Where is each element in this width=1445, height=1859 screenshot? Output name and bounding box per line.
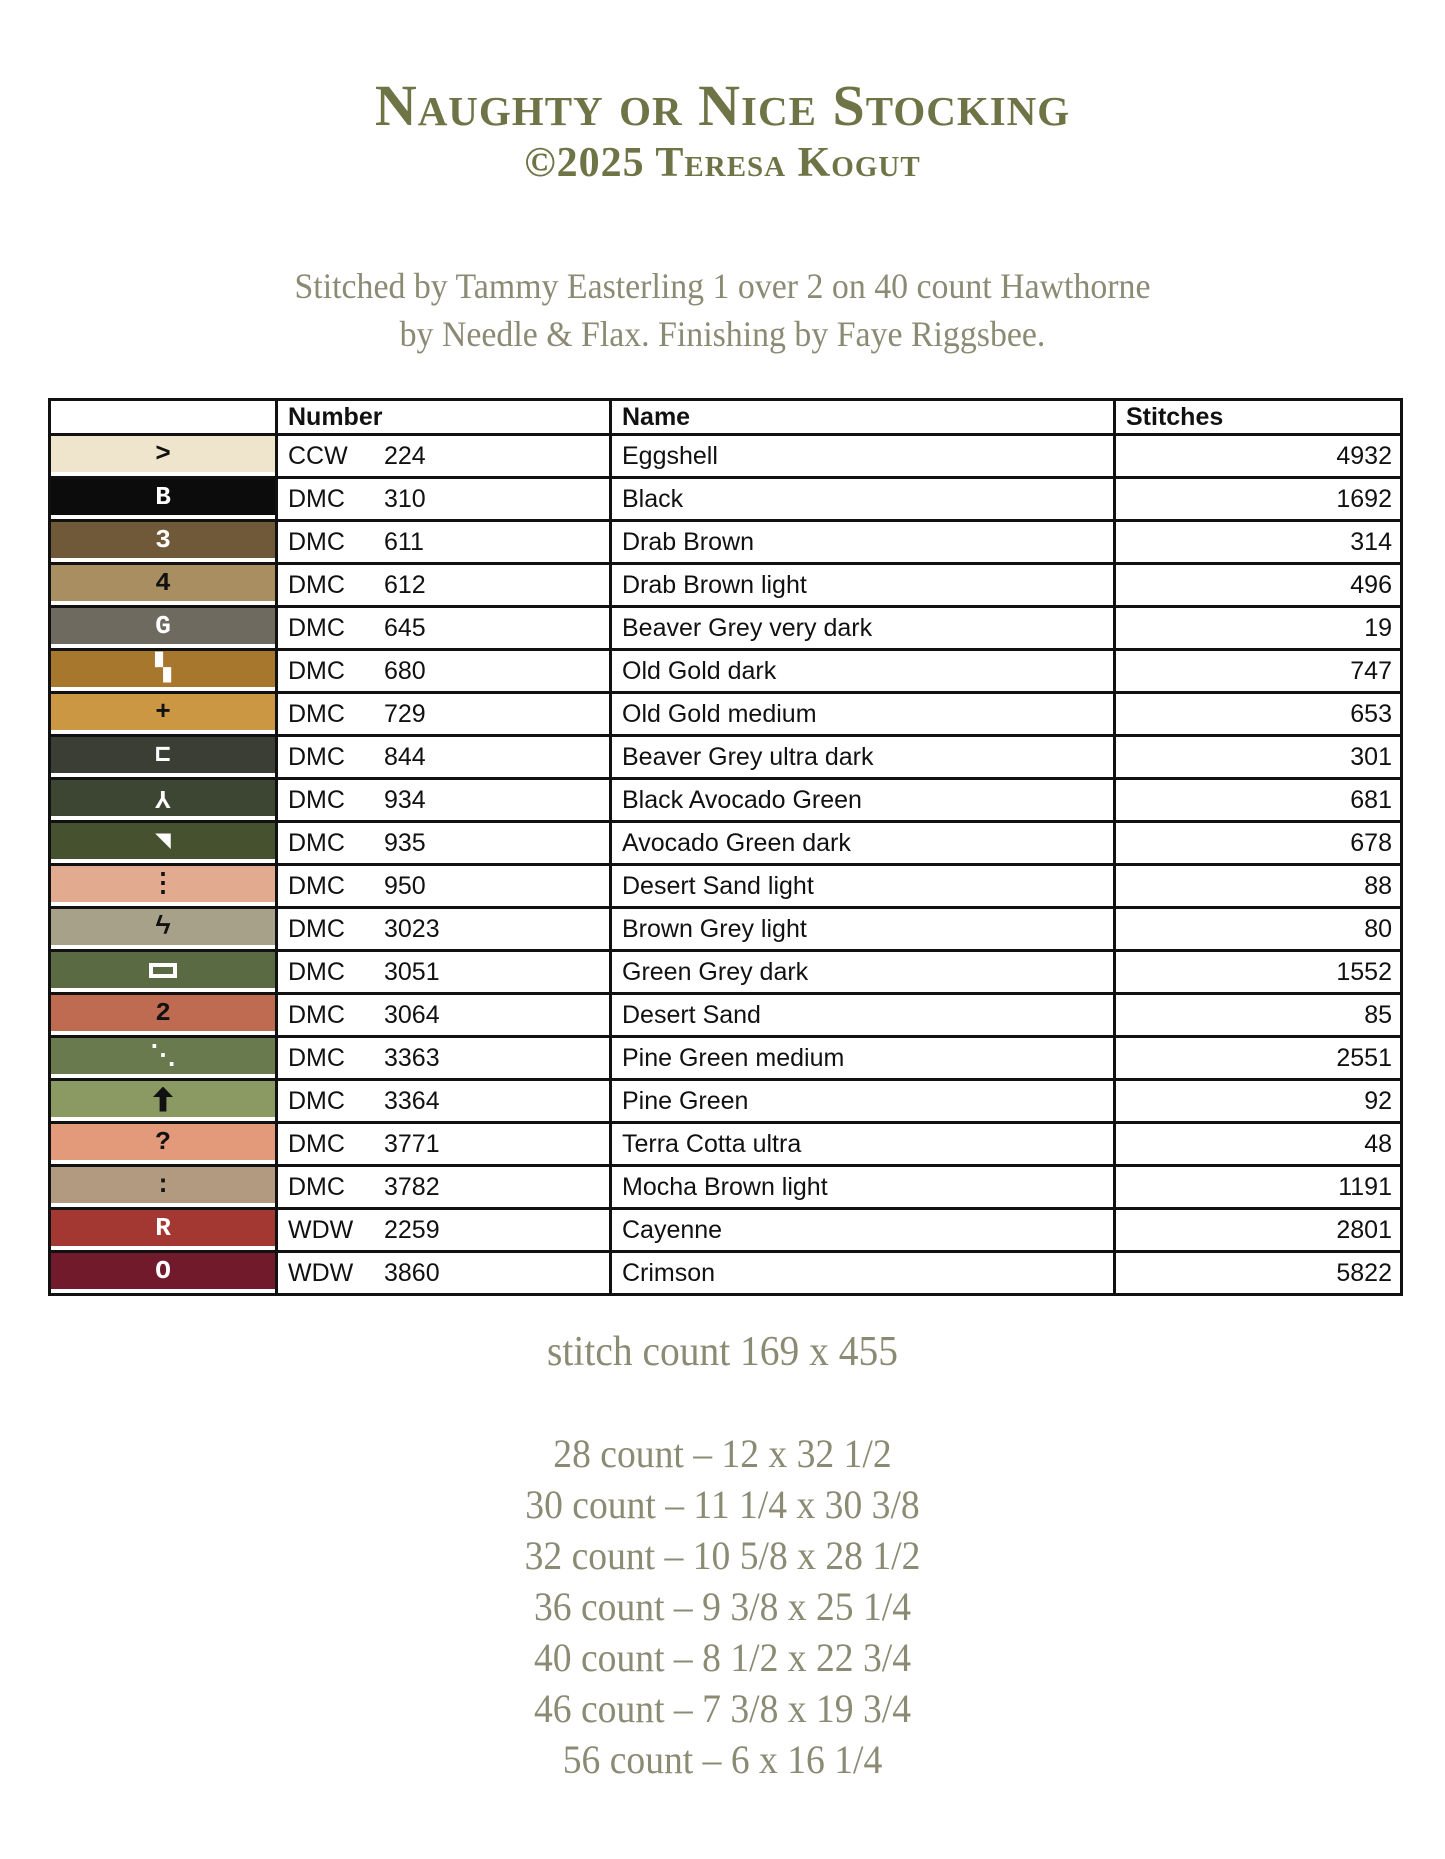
thread-number-cell: [277, 1209, 611, 1252]
page-title: Naughty or Nice Stocking: [374, 73, 1071, 138]
thread-code: 680: [384, 656, 426, 685]
table-row: [50, 1166, 1402, 1209]
thread-number-cell: [277, 1252, 611, 1295]
thread-name-cell: Pine Green medium: [611, 1037, 1115, 1080]
thread-brand: DMC: [288, 1043, 345, 1072]
stitch-count-cell: 85: [1115, 994, 1402, 1037]
thread-code: 2259: [384, 1215, 440, 1244]
size-line: 56 count – 6 x 16 1/4: [562, 1737, 883, 1782]
thread-name-cell: Old Gold medium: [611, 693, 1115, 736]
table-row: [50, 607, 1402, 650]
stitched-by-note: [43, 262, 1401, 358]
title-block: [0, 74, 1445, 188]
thread-name-cell: Beaver Grey very dark: [611, 607, 1115, 650]
thread-number-cell: [277, 865, 611, 908]
size-line: 40 count – 8 1/2 x 22 3/4: [533, 1635, 912, 1680]
stitched-by-line-1: Stitched by Tammy Easterling 1 over 2 on 40 count Hawthorne: [294, 266, 1151, 306]
thread-code: 3860: [384, 1258, 440, 1287]
size-line: 28 count – 12 x 32 1/2: [553, 1431, 892, 1476]
thread-number-cell: [277, 607, 611, 650]
color-swatch: [51, 1124, 275, 1160]
thread-name-cell: Eggshell: [611, 435, 1115, 478]
color-swatch-cell: [50, 521, 277, 564]
letter-r-icon: R: [155, 1213, 171, 1243]
thread-code: 935: [384, 828, 426, 857]
thread-brand: DMC: [288, 656, 345, 685]
plus-icon: +: [155, 697, 171, 727]
dotted-column-icon: ⋮: [150, 869, 176, 899]
color-swatch: [51, 1253, 275, 1289]
color-swatch: [51, 522, 275, 558]
stitch-count-cell: 2801: [1115, 1209, 1402, 1252]
column-header-stitches: Stitches: [1115, 400, 1402, 435]
square-bracket-icon: ⊏: [155, 740, 171, 770]
thread-name-cell: Drab Brown: [611, 521, 1115, 564]
thread-number-cell: [277, 908, 611, 951]
diagonal-dots-icon: ⋱: [150, 1041, 176, 1071]
column-header-name: Name: [611, 400, 1115, 435]
table-row: [50, 521, 1402, 564]
thread-code: 3363: [384, 1043, 440, 1072]
thread-name-cell: Desert Sand light: [611, 865, 1115, 908]
thread-brand: WDW: [288, 1215, 354, 1244]
color-swatch-cell: [50, 564, 277, 607]
color-swatch-cell: [50, 736, 277, 779]
color-swatch-cell: [50, 865, 277, 908]
size-line: 46 count – 7 3/8 x 19 3/4: [533, 1686, 912, 1731]
thread-number-cell: [277, 693, 611, 736]
greater-than-icon: >: [155, 439, 171, 469]
thread-code: 645: [384, 613, 426, 642]
color-swatch-cell: [50, 908, 277, 951]
table-row: [50, 951, 1402, 994]
thread-code: 3023: [384, 914, 440, 943]
thread-name-cell: Black Avocado Green: [611, 779, 1115, 822]
color-swatch: [51, 1210, 275, 1246]
thread-number-cell: [277, 1037, 611, 1080]
table-row: [50, 564, 1402, 607]
color-swatch: [51, 1038, 275, 1074]
thread-brand: DMC: [288, 1172, 345, 1201]
color-swatch-cell: [50, 1209, 277, 1252]
stitch-count-cell: 301: [1115, 736, 1402, 779]
color-swatch-cell: [50, 1080, 277, 1123]
thread-code: 3051: [384, 957, 440, 986]
two-squares-icon: ▚: [155, 654, 171, 684]
digit-3-icon: 3: [155, 525, 171, 555]
size-line: 32 count – 10 5/8 x 28 1/2: [524, 1533, 921, 1578]
stitch-count-cell: 653: [1115, 693, 1402, 736]
color-swatch-cell: [50, 822, 277, 865]
thread-code: 612: [384, 570, 426, 599]
column-header-number: Number: [277, 400, 611, 435]
thread-code: 3771: [384, 1129, 440, 1158]
color-swatch: [51, 823, 275, 859]
color-swatch: [51, 565, 275, 601]
thread-number-cell: [277, 1166, 611, 1209]
color-swatch: [51, 436, 275, 472]
table-row: [50, 865, 1402, 908]
thread-name-cell: Drab Brown light: [611, 564, 1115, 607]
thread-code: 3782: [384, 1172, 440, 1201]
color-swatch: [51, 694, 275, 730]
thread-name-cell: Brown Grey light: [611, 908, 1115, 951]
thread-number-cell: [277, 478, 611, 521]
color-swatch-cell: [50, 478, 277, 521]
thread-brand: DMC: [288, 785, 345, 814]
stitch-count-cell: 496: [1115, 564, 1402, 607]
thread-brand: DMC: [288, 1000, 345, 1029]
thread-name-cell: Beaver Grey ultra dark: [611, 736, 1115, 779]
thread-name-cell: Cayenne: [611, 1209, 1115, 1252]
digit-2-icon: 2: [155, 998, 171, 1028]
color-swatch-cell: [50, 1252, 277, 1295]
size-chart: [43, 1428, 1401, 1785]
thread-brand: DMC: [288, 742, 345, 771]
thread-code: 3064: [384, 1000, 440, 1029]
thread-code: 224: [384, 441, 426, 470]
thread-brand: DMC: [288, 699, 345, 728]
table-row: [50, 1123, 1402, 1166]
stitch-count-cell: 678: [1115, 822, 1402, 865]
column-header-swatch: [50, 400, 277, 435]
turned-y-icon: Y: [155, 783, 171, 813]
digit-4-icon: 4: [155, 568, 171, 598]
thread-code: 934: [384, 785, 426, 814]
thread-brand: DMC: [288, 1086, 345, 1115]
stitch-count-cell: 92: [1115, 1080, 1402, 1123]
table-row: [50, 822, 1402, 865]
letter-b-icon: B: [155, 482, 171, 512]
thread-name-cell: Pine Green: [611, 1080, 1115, 1123]
table-row: [50, 435, 1402, 478]
stitch-count-cell: 747: [1115, 650, 1402, 693]
stitch-count-cell: 1692: [1115, 478, 1402, 521]
letter-g-icon: G: [155, 611, 171, 641]
stitch-count-cell: 681: [1115, 779, 1402, 822]
arrow-up-icon: [153, 1087, 173, 1112]
thread-code: 3364: [384, 1086, 440, 1115]
color-swatch-cell: [50, 650, 277, 693]
thread-name-cell: Desert Sand: [611, 994, 1115, 1037]
color-swatch-cell: [50, 1166, 277, 1209]
color-swatch: [51, 995, 275, 1031]
thread-number-cell: [277, 779, 611, 822]
color-swatch: [51, 608, 275, 644]
color-swatch: [51, 780, 275, 816]
color-swatch: [51, 479, 275, 515]
stitch-count-cell: 2551: [1115, 1037, 1402, 1080]
color-key-table: [48, 398, 1403, 1296]
thread-brand: DMC: [288, 914, 345, 943]
copyright-line: ©2025 Teresa Kogut: [524, 140, 921, 186]
thread-brand: DMC: [288, 957, 345, 986]
color-swatch-cell: [50, 435, 277, 478]
thread-number-cell: [277, 736, 611, 779]
thread-code: 844: [384, 742, 426, 771]
table-row: [50, 908, 1402, 951]
thread-number-cell: [277, 994, 611, 1037]
thread-brand: DMC: [288, 613, 345, 642]
color-swatch-cell: [50, 994, 277, 1037]
thread-brand: DMC: [288, 1129, 345, 1158]
stitch-count-cell: 88: [1115, 865, 1402, 908]
thread-number-cell: [277, 951, 611, 994]
stitch-count-line: stitch count 169 x 455: [547, 1329, 898, 1375]
thread-brand: WDW: [288, 1258, 354, 1287]
stitch-count-cell: 4932: [1115, 435, 1402, 478]
thread-number-cell: [277, 435, 611, 478]
table-row: [50, 1080, 1402, 1123]
rectangle-outline-icon: [149, 963, 177, 978]
thread-brand: DMC: [288, 828, 345, 857]
thread-code: 950: [384, 871, 426, 900]
color-key-body: [50, 435, 1402, 1295]
table-row: [50, 650, 1402, 693]
thread-name-cell: Green Grey dark: [611, 951, 1115, 994]
size-line: 36 count – 9 3/8 x 25 1/4: [533, 1584, 912, 1629]
table-row: [50, 1252, 1402, 1295]
table-row: [50, 1209, 1402, 1252]
thread-brand: DMC: [288, 570, 345, 599]
color-swatch: [51, 1167, 275, 1203]
question-mark-icon: ?: [155, 1127, 171, 1157]
thread-brand: DMC: [288, 484, 345, 513]
color-swatch: [51, 952, 275, 988]
thread-number-cell: [277, 822, 611, 865]
table-row: [50, 693, 1402, 736]
color-swatch-cell: [50, 779, 277, 822]
thread-name-cell: Old Gold dark: [611, 650, 1115, 693]
table-row: [50, 478, 1402, 521]
thread-number-cell: [277, 521, 611, 564]
stitch-count-cell: 19: [1115, 607, 1402, 650]
stitch-count-cell: 80: [1115, 908, 1402, 951]
letter-o-icon: O: [155, 1256, 171, 1286]
size-line: 30 count – 11 1/4 x 30 3/8: [525, 1482, 920, 1527]
color-swatch: [51, 866, 275, 902]
colon-icon: :: [155, 1170, 171, 1200]
color-swatch: [51, 909, 275, 945]
thread-number-cell: [277, 1123, 611, 1166]
thread-number-cell: [277, 650, 611, 693]
thread-brand: CCW: [288, 441, 348, 470]
color-swatch-cell: [50, 607, 277, 650]
stitch-count-cell: 48: [1115, 1123, 1402, 1166]
thread-name-cell: Avocado Green dark: [611, 822, 1115, 865]
thread-number-cell: [277, 564, 611, 607]
thread-number-cell: [277, 1080, 611, 1123]
color-swatch-cell: [50, 1123, 277, 1166]
color-swatch-cell: [50, 693, 277, 736]
thread-name-cell: Crimson: [611, 1252, 1115, 1295]
color-swatch-cell: [50, 951, 277, 994]
table-row: [50, 994, 1402, 1037]
triangle-icon: ◥: [155, 826, 171, 856]
thread-code: 310: [384, 484, 426, 513]
stitch-count-cell: 5822: [1115, 1252, 1402, 1295]
stitch-count-cell: 314: [1115, 521, 1402, 564]
thread-name-cell: Terra Cotta ultra: [611, 1123, 1115, 1166]
color-swatch: [51, 737, 275, 773]
stitched-by-line-2: by Needle & Flax. Finishing by Faye Riggsbee.: [399, 314, 1046, 354]
table-header-row: [50, 400, 1402, 435]
table-row: [50, 736, 1402, 779]
stitch-count-cell: 1191: [1115, 1166, 1402, 1209]
thread-name-cell: Mocha Brown light: [611, 1166, 1115, 1209]
color-swatch: [51, 1081, 275, 1117]
thread-code: 611: [384, 527, 424, 556]
thread-brand: DMC: [288, 871, 345, 900]
lightning-icon: ϟ: [155, 912, 171, 942]
stitch-count-cell: 1552: [1115, 951, 1402, 994]
color-swatch: [51, 651, 275, 687]
thread-code: 729: [384, 699, 426, 728]
table-row: [50, 779, 1402, 822]
thread-name-cell: Black: [611, 478, 1115, 521]
thread-brand: DMC: [288, 527, 345, 556]
color-swatch-cell: [50, 1037, 277, 1080]
table-row: [50, 1037, 1402, 1080]
